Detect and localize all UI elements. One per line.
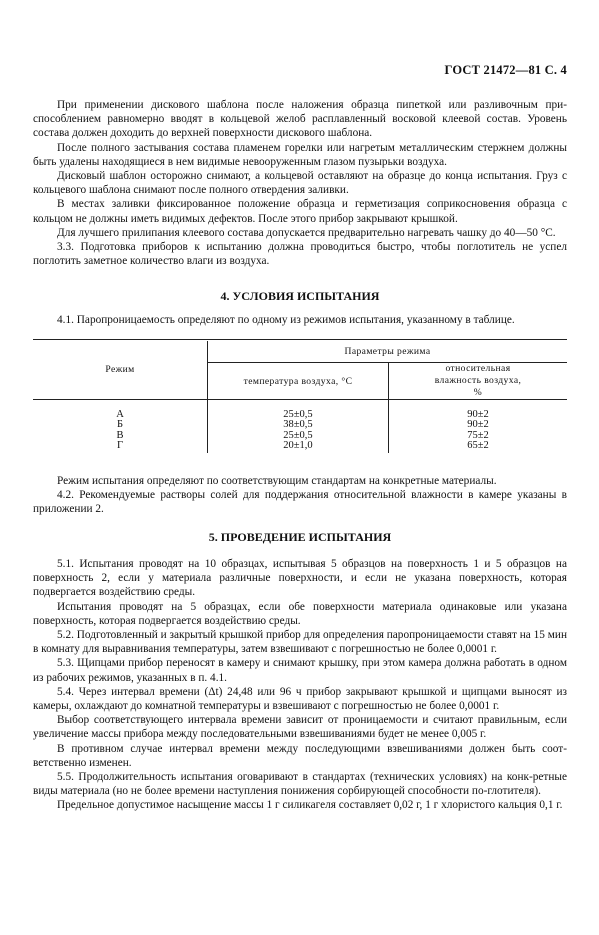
paragraph: 3.3. Подготовка приборов к испытанию должна проводиться быстро, чтобы поглотитель не успел поглотить заметное количество влаги из воздуха. (33, 241, 567, 268)
section-5-body (33, 557, 567, 813)
paragraph: 4.2. Рекомендуемые растворы солей для поддержания относительной влажности в камере указаны в приложении 2. (33, 489, 567, 516)
paragraph: 5.3. Щипцами прибор переносят в камеру и снимают крышку, при этом камера должна работать в одном из рабочих режимов, указанных в п. 4.1. (33, 657, 567, 684)
paragraph: 4.1. Паропроницаемость определяют по одному из режимов испытания, указанному в таблице. (57, 314, 515, 326)
paragraph: Испытания проводят на 5 образцах, если обе поверхности материала одинаковые или указана поверхность, которая подвергается воздействию среды. (33, 600, 567, 627)
humidity-cell: 90±2 (467, 419, 489, 431)
section-4-intro (33, 313, 567, 327)
paragraph: 5.5. Продолжительность испытания оговаривают в стандартах (технических условиях) на конк-ретные виды материала (но не более времени наступления понижения сорбирующей способности по-глотителя). (33, 771, 567, 798)
params-column-header: Параметры режима (208, 341, 568, 363)
mode-cell: В (116, 429, 124, 441)
mode-cell: А (116, 409, 124, 420)
parameters-table (33, 339, 567, 453)
mode-values (33, 400, 208, 453)
paragraph: Дисковый шаблон осторожно снимают, а кольцевой оставляют на образце до конца испытания. Груз с кольцевого шаблона снимают после полного отвердения заливки. (33, 170, 567, 197)
temperature-cell: 20±1,0 (283, 440, 313, 452)
paragraph: Режим испытания определяют по соответствующим стандартам на конкретные материалы. (57, 475, 497, 487)
mode-cell: Б (116, 419, 124, 431)
humidity-values (389, 400, 568, 453)
humidity-cell: 75±2 (467, 429, 489, 441)
humidity-cell: 90±2 (467, 409, 489, 420)
section-4-after (33, 474, 567, 517)
paragraph: 5.2. Подготовленный и закрытый крышкой прибор для определения паропроницаемости ставят на 15 мин в комнату для выравнивания температуры, затем взвешивают с погрешностью не более 0,0001 г. (33, 629, 568, 656)
paragraph: Предельное допустимое насыщение массы 1 г силикагеля составляет 0,02 г, 1 г хлористого кальция 0,1 г. (57, 799, 563, 812)
paragraph: При применении дискового шаблона после наложения образца пипеткой или разливочным при-способлением равномерно вводят в кольцевой желоб расплавленный восковой клеевой состав. Уровень состава должен доходить до верхней поверхности дискового шаблона. (33, 99, 567, 140)
humidity-cell: 65±2 (467, 440, 489, 452)
section-5-heading: 5. ПРОВЕДЕНИЕ ИСПЫТАНИЯ (208, 530, 392, 544)
page-header: ГОСТ 21472—81 С. 4 (444, 63, 567, 77)
paragraph: Для лучшего прилипания клеевого состава допускается предварительно нагревать чашку до 40—50 °С. (57, 226, 556, 239)
section-4-heading: 4. УСЛОВИЯ ИСПЫТАНИЯ (220, 289, 380, 303)
temperature-cell: 25±0,5 (283, 429, 313, 441)
paragraph: 5.1. Испытания проводят на 10 образцах, испытывая 5 образцов на поверхность 1 и 5 образцов на поверхность 2, если у материала различные поверхности, и если не указана поверхность, которая подвергается воздействию среды. (33, 558, 567, 599)
mode-cell: Г (116, 440, 124, 452)
temperature-cell: 38±0,5 (283, 419, 313, 431)
paragraph: В местах заливки фиксированное положение образца и герметизация соприкосновения образца с кольцом не должны иметь видимых дефектов. После этого прибор закрывают крышкой. (33, 198, 567, 225)
temperature-column-header: температура воздуха, °С (208, 363, 389, 400)
paragraph: После полного застывания состава пламенем горелки или нагретым металлическим стержнем должны быть удалены находящиеся в нем видимые невооруженным глазом пузырьки воздуха. (33, 141, 567, 168)
paragraph: В противном случае интервал времени между последующими взвешиваниями должен быть соот-ветственно изменен. (33, 742, 567, 769)
humidity-column-header: относительная влажность воздуха, % (434, 363, 522, 398)
paragraph: Выбор соответствующего интервала времени зависит от проницаемости и считают правильным, если увеличение массы прибора между последовательными взвешиваниями будет не менее 0,005 г. (33, 714, 567, 741)
mode-column-header: Режим (33, 341, 208, 400)
top-paragraphs (33, 98, 567, 268)
temperature-values (208, 400, 389, 453)
temperature-cell: 25±0,5 (283, 409, 313, 420)
paragraph: 5.4. Через интервал времени (Δt) 24,48 или 96 ч прибор закрывают крышкой и щипцами выносят из камеры, охлаждают до комнатной температуры и взвешивают с погрешностью не более 0,0001 г. (33, 685, 567, 713)
